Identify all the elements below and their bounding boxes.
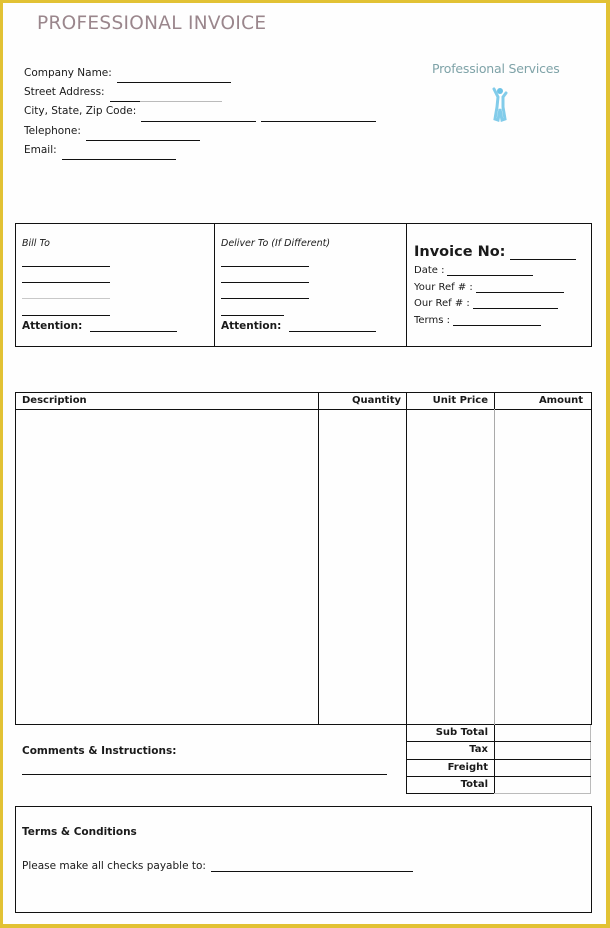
field-label: Your Ref # :	[414, 282, 473, 293]
date-input[interactable]	[447, 264, 533, 276]
field-label: Terms :	[414, 315, 450, 326]
tax-label: Tax	[469, 744, 488, 755]
deliver-to-line-3[interactable]	[221, 298, 309, 299]
street-address-input-extension[interactable]	[140, 90, 222, 102]
company-name-field	[24, 64, 376, 83]
payable-to-label: Please make all checks payable to:	[22, 860, 206, 872]
telephone-input[interactable]	[86, 129, 200, 141]
description-cell-area[interactable]	[16, 410, 318, 724]
totals-row-divider	[406, 793, 495, 794]
company-name-input[interactable]	[117, 71, 231, 83]
field-label: Street Address:	[24, 86, 105, 99]
email-field	[24, 141, 376, 160]
your-ref-input[interactable]	[476, 281, 564, 293]
comments-input[interactable]	[22, 774, 387, 775]
company-info	[24, 64, 376, 160]
zip-code-input[interactable]	[261, 110, 376, 122]
email-input[interactable]	[62, 148, 176, 160]
column-header-unit-price: Unit Price	[432, 395, 488, 406]
bill-to-line-2[interactable]	[22, 282, 110, 283]
telephone-field	[24, 122, 376, 141]
field-label: Date :	[414, 265, 445, 276]
bill-to-attention-input[interactable]	[90, 320, 177, 332]
column-header-amount: Amount	[538, 395, 583, 406]
bill-to-line-4[interactable]	[22, 315, 110, 316]
bill-to-attention	[22, 320, 177, 332]
divider	[214, 223, 215, 347]
deliver-to-line-2[interactable]	[221, 282, 309, 283]
totals-row-divider	[494, 793, 591, 794]
terms-input[interactable]	[453, 314, 541, 326]
deliver-to-line-4[interactable]	[221, 315, 284, 316]
invoice-number-input[interactable]	[510, 245, 576, 260]
your-ref-field	[414, 281, 564, 293]
street-address-field	[24, 83, 376, 102]
field-label: Telephone:	[24, 124, 81, 137]
invoice-number-label: Invoice No:	[414, 244, 506, 260]
deliver-to-heading: Deliver To (If Different)	[221, 238, 331, 249]
field-label: Company Name:	[24, 66, 112, 79]
freight-value[interactable]	[495, 760, 590, 776]
unit-price-cell-area[interactable]	[407, 410, 494, 724]
attention-label: Attention:	[22, 320, 83, 332]
logo-text: Professional Services	[432, 61, 560, 76]
column-header-description: Description	[22, 395, 87, 406]
attention-label: Attention:	[221, 320, 282, 332]
our-ref-field	[414, 297, 558, 309]
field-label: City, State, Zip Code:	[24, 105, 137, 118]
amount-cell-area[interactable]	[495, 410, 591, 724]
column-header-quantity: Quantity	[352, 395, 401, 406]
bill-to-line-3[interactable]	[22, 298, 110, 299]
our-ref-input[interactable]	[473, 297, 558, 309]
invoice-number-field	[414, 244, 576, 260]
deliver-to-attention-input[interactable]	[289, 320, 376, 332]
date-field	[414, 264, 533, 276]
invoice-title: PROFESSIONAL INVOICE	[37, 13, 267, 34]
payable-to-field	[22, 860, 413, 872]
divider	[406, 223, 407, 347]
street-address-input[interactable]	[110, 90, 140, 102]
total-label: Total	[460, 779, 488, 790]
city-state-zip-field	[24, 102, 376, 121]
field-label: Email:	[24, 143, 57, 156]
freight-label: Freight	[447, 762, 488, 773]
total-value[interactable]	[495, 777, 590, 793]
bill-to-heading: Bill To	[22, 238, 50, 249]
deliver-to-line-1[interactable]	[221, 266, 309, 267]
deliver-to-attention	[221, 320, 376, 332]
tax-value[interactable]	[495, 742, 590, 759]
quantity-cell-area[interactable]	[319, 410, 406, 724]
bill-to-line-1[interactable]	[22, 266, 110, 267]
terms-heading: Terms & Conditions	[22, 826, 137, 838]
subtotal-value[interactable]	[495, 726, 590, 741]
terms-field	[414, 314, 541, 326]
field-label: Our Ref # :	[414, 298, 470, 309]
city-state-input[interactable]	[141, 110, 256, 122]
subtotal-label: Sub Total	[435, 727, 488, 738]
payable-to-input[interactable]	[211, 860, 413, 872]
person-figure-icon	[488, 85, 510, 123]
comments-label: Comments & Instructions:	[22, 745, 177, 757]
